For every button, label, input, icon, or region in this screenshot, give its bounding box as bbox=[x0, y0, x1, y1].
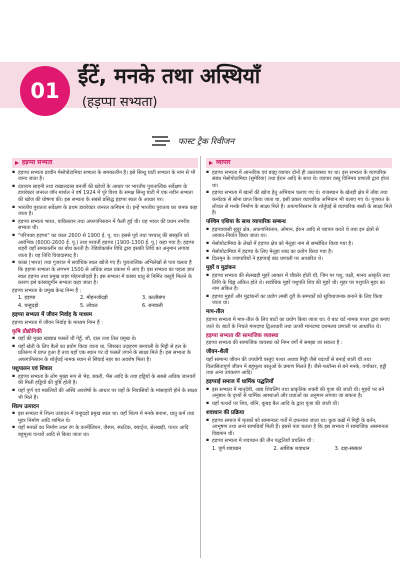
bullet-text: ▪ यहाँ मनकों का निर्माण लाल रंग के कार्नीलियन, जैस्पर, स्फटिक, क्वार्ट्ज, सेलखड़ी, पत्थर आदि बहुमूल्य पत्थरों आदि से किया जाता था। bbox=[12, 425, 198, 438]
subheading: शवाधान की प्रक्रिया bbox=[206, 410, 245, 417]
list-item: 4. चन्हूदड़ो bbox=[18, 302, 39, 309]
paragraph: हड़प्पा सभ्यता की सामाजिक व्यवस्था को निम्न वर्गों में समझा जा सकता है : bbox=[206, 340, 343, 347]
bullet-text: ▪ हड़प्पा सभ्यता भारत, पाकिस्तान तथा अफगानिस्तान में फैली हुई थी। यह भारत की प्रथम नगरीय सभ्यता थी। bbox=[12, 219, 198, 232]
bullet-text: ▪ हड़प्पा सभ्यता प्राचीन मेसोपोटामिया सभ्यता के समकालीन है। इसे सिन्धु घाटी सभ्यता के नाम से भी जाना जाता है। bbox=[12, 170, 198, 183]
section-heading-harappan-civilization: हड़प्पा सभ्यता bbox=[12, 158, 198, 168]
paragraph: हड़प्पा सभ्यता में जीवन निर्वाह के माध्यम निम्न हैं : bbox=[12, 319, 103, 326]
bullet-text: ▪ हड़प्पा समाज में मृतकों को सामान्यतः गर्तों में दफनाया जाता था। कुछ कब्रों में मिट्टी के बर्तन, आभूषण तथा अन्य सामग्रियाँ मिली हैं। इससे पता चलता है कि इस सभ्यता में सामाजिक असमानता विद्यमान थी। bbox=[206, 418, 392, 438]
bullet-text: ▪ हड़प्पावासी सुदूर क्षेत्र, अफगानिस्तान, ओमान, ईरान आदि से व्यापार करते थे तथा इन क्षेत्रों से आयात-निर्यात किया जाता था। bbox=[206, 227, 392, 240]
right-column bbox=[206, 156, 392, 558]
subheading: हड़प्पा सभ्यता में जीवन निर्वाह के माध्यम bbox=[12, 311, 92, 318]
arrow-icon bbox=[15, 161, 19, 165]
paragraph: हड़प्पा सभ्यता में माप-तौल के लिए बाटों का प्रयोग किया जाता था। ये बाट चर्ट नामक पत्थर द्वारा बनाए जाते थे। बाटों के निचले मानदण्ड द्विआधारी तथा ऊपरी मानदण्ड दशमलव प्रणाली पर आधारित थे। bbox=[206, 316, 390, 330]
bullet-text: ▪ कच्छ (भारत) तथा गुजरात में सर्वाधिक स्थल खोजे गए हैं। पुरातात्विक अभिलेखों से पता चलता है कि हड़प्पा सभ्यता के लगभग 1500 से अधिक स्थल प्रकाश में आए हैं। इस सभ्यता का पहला ज्ञात स्थल हड़प्पा तथा प्रमुख शहर मोहनजोदड़ो है। इस सभ्यता में कांस्य धातु से निर्मित वस्तुएँ मिलने के कारण इसे कांस्ययुगीन सभ्यता कहा जाता है। bbox=[12, 260, 198, 286]
subheading: शिल्प उत्पादन bbox=[12, 403, 39, 410]
speed-lines-icon bbox=[150, 134, 172, 148]
subheading: जीवन-शैली bbox=[206, 349, 229, 356]
list-item: 6. बनवाली bbox=[142, 302, 163, 309]
list-item: 1. हड़प्पा bbox=[18, 295, 36, 302]
fast-track-revision-label bbox=[150, 132, 280, 150]
chapter-subtitle: (हड़प्पा सभ्यता) bbox=[82, 95, 158, 110]
bullet-text: ▪ मेसोपोटामिया के लेखों में हड़प्पा क्षेत्र को मेलुहा नाम से सम्बोधित किया गया है। bbox=[206, 241, 392, 248]
left-column bbox=[12, 156, 198, 558]
list-item: 2. मोहनजोदड़ो bbox=[80, 295, 108, 302]
chapter-number-badge: 01 bbox=[20, 66, 70, 116]
bullet-text: ▪ यहाँ खेती के लिए बैलों का प्रयोग किया जाता था, जिसका उदाहरण बनवाली के मिट्टी से हल के प्रतिरूप में प्राप्त हुआ है तथा यहाँ एक स्थान पर दो फसलें उगाने के साक्ष्य मिले हैं। इस सभ्यता के अफगानिस्तान के शोर्तुघई नामक स्थान से सिंचाई नहर का अवशेष मिला है। bbox=[12, 344, 198, 364]
bullet-text: ▪ हड़प्पा मुहरों और मुद्रांकनों का प्रयोग लम्बी दूरी के सम्पर्कों को सुविधाजनक बनाने के लिए किया जाता था। bbox=[206, 294, 392, 307]
bullet-text: ▪ हड़प्पा सभ्यता के लोग मुख्य रूप से भेड़, बकरी, भैंस आदि के तथा हड्डियों के सबसे अधिक जानवरों की मिली हड्डियों की पुष्टि होती है। bbox=[12, 374, 198, 387]
bullet-text: ▪ यहाँ पत्थरों पर शिव, योनि, कूबड़ बैल आदि के द्वारा पूजा की जाती थी। bbox=[206, 401, 392, 408]
list-item: 2. आंशिक शवाधान bbox=[273, 446, 310, 453]
burial-types-list bbox=[212, 446, 392, 453]
paragraph: यहाँ सामान्य जीवन की उपयोगी वस्तुएं पत्थर अथवा मिट्टी जैसे पदार्थों से बनाई जाती थीं तथा विलासितापूर्ण जीवन में बहुमूल्य वस्तुओं के प्रमाण मिलते हैं। जैसे-फयॉन्स से बने मनके, वर्गाकार, हड्डी तथा अन्य उपकरण आदि। bbox=[206, 356, 387, 377]
bullet-text: ▪ हड़प्पा सभ्यता में आन्तरिक एवं बाह्य व्यापार दोनों ही उन्नतावस्था पर था। इस सभ्यता के व्यापारिक संबंध मेसोपोटामिया (सुमेरिया) तथा ईरान आदि के साथ थे। व्यापार वस्तु विनिमय प्रणाली द्वारा होता था। bbox=[206, 170, 392, 190]
list-item: 5. लोथल bbox=[80, 302, 98, 309]
section-heading-trade: व्यापार bbox=[206, 158, 392, 168]
bullet-text: ▪ यहाँ पूर्ण एवं मछलियों की अस्थि अवशेषों के आधार पर यहाँ के निवासियों के मांसाहारी होने के साक्ष्य भी मिले हैं। bbox=[12, 388, 198, 401]
bullet-text: ▪ यहाँ की मुख्य खाद्यान्न फसलें थीं गेहूँ, जौ, दाल तथा तिल प्रमुख थे। bbox=[12, 336, 198, 343]
bullet-text: ▪ हड़प्पा सभ्यता में शवाधान की तीन पद्धतियाँ प्रचलित थीं : bbox=[206, 438, 392, 445]
bullet-text: ▪ मेसोपोटामिया में हड़प्पा के लिए मेलुहा शब्द का प्रयोग किया गया है। bbox=[206, 249, 392, 256]
list-item: 3. दाह-संस्कार bbox=[334, 446, 362, 453]
subheading: हड़प्पा सभ्यता की सामाजिक व्यवस्था bbox=[206, 332, 279, 339]
subheading: माप-तौल bbox=[206, 309, 225, 316]
bullet-text: ▪ हड़प्पा सभ्यता की सेलखड़ी मुहरें आकार में चौकोर होती थीं, जिन पर पशु, पक्षी, मानव आकृति तथा लिपि के चिह्न अंकित होते थे। सर्वाधिक मुहरें पशुपति शिव की मुहरें थी। मुहर पर पशुपति मुहर का नाम अंकित है। bbox=[206, 273, 392, 293]
subheading: पशुपालन एवं शिकार bbox=[12, 366, 53, 373]
bullet-text: ▪ हड़प्पा सभ्यता में खानों की खोज हेतु अभियान चलाए गए थे। राजस्थान के खेतड़ी क्षेत्र में ताँबा तथा कर्नाटक से सोना प्राप्त किया जाता था, इसी प्रकार व्यापारिक अभियान भी चलाए गए थे। गुजरात के लोथल से मनके निर्माण के साक्ष्य मिले हैं। अफगानिस्तान के शोर्तुघई से व्यापारिक बस्ती के साक्ष्य मिले हैं। bbox=[206, 190, 392, 216]
bullet-text: ▪ दयाराम साहनी तथा राखालदास बनर्जी की खोजों के आधार पर भारतीय पुरातात्विक सर्वेक्षण के डायरेक्टर जनरल जॉन मार्शल ने वर्ष 1924 में पूरे विश्व के समक्ष सिन्धु घाटी में एक नवीन सभ्यता की खोज की घोषणा की। इस सभ्यता के सबसे प्रसिद्ध हड़प्पा स्थल के आधार पर। bbox=[12, 184, 198, 204]
column-divider bbox=[200, 156, 201, 558]
sites-intro: हड़प्पा सभ्यता के प्रमुख केन्द्र निम्न हैं : bbox=[12, 287, 82, 294]
arrow-icon bbox=[209, 161, 213, 165]
chapter-header bbox=[0, 0, 400, 120]
subheading: कृषि प्रौद्योगिकी bbox=[12, 328, 42, 335]
subheading: पश्चिम एशिया के साथ व्यापारिक सम्बन्ध bbox=[206, 219, 286, 226]
chapter-title: ईंटें, मनके तथा अस्थियाँ bbox=[78, 64, 261, 88]
subheading: मुहरें व मुद्रांकन bbox=[206, 265, 236, 272]
bullet-text: ▪ दिलमुन के ज्यापारियों ने हड़प्पाई बाट प्रणाली पर आधारित थे। bbox=[206, 256, 392, 263]
bullet-text: ▪ "परिपक्व हड़प्पा" का काल 2600 से 1900 ई. पू. था। इससे पूर्व तथा पश्चात् की संस्कृति को आरंभिक (6000-2600 ई. पू.) तथा परवर्ती हड़प्पा (1900-1300 ई. पू.) कहा गया है। हड़प्पा शहरी यहाँ समकालीन का बोध करती है। रेडियोकार्बन विधि द्वारा इसकी तिथि का अनुमान लगाया जाता है। यह तिथि विवादास्पद है। bbox=[12, 233, 198, 259]
bullet-text: ▪ इस सभ्यता में मातृदेवी, आद्य शिवलिंग तथा प्राकृतिक शक्ती की पूजा की जाती थी। मुहरों पर बने अनुष्ठान के दृश्यों से धार्मिक आस्थाओं और प्रथाओं का अनुमान लगाया जा सकता है। bbox=[206, 387, 392, 400]
bullet-text: ▪ इस सभ्यता में शिल्प उत्पादन में चन्हूदड़ो प्रमुख स्थल था। यहाँ शिल्प में मनके बनाना, धातु कर्म तथा मुहर निर्माण आदि शामिल थे। bbox=[12, 411, 198, 424]
subheading: हड़प्पाई समाज में धार्मिक पद्धतियाँ bbox=[206, 379, 274, 386]
sites-list bbox=[18, 295, 198, 309]
revision-title: फास्ट ट्रैक रिवीजन bbox=[178, 136, 235, 147]
bullet-text: ▪ भारतीय पुरातत्व सर्वेक्षण के प्रथम डायरेक्टर जनरल कनिंघम थे। इन्हें भारतीय पुरातत्व का जनक कहा जाता है। bbox=[12, 205, 198, 218]
list-item: 3. कालीबंगा bbox=[142, 295, 166, 302]
list-item: 1. पूर्ण शवाधान bbox=[212, 446, 242, 453]
